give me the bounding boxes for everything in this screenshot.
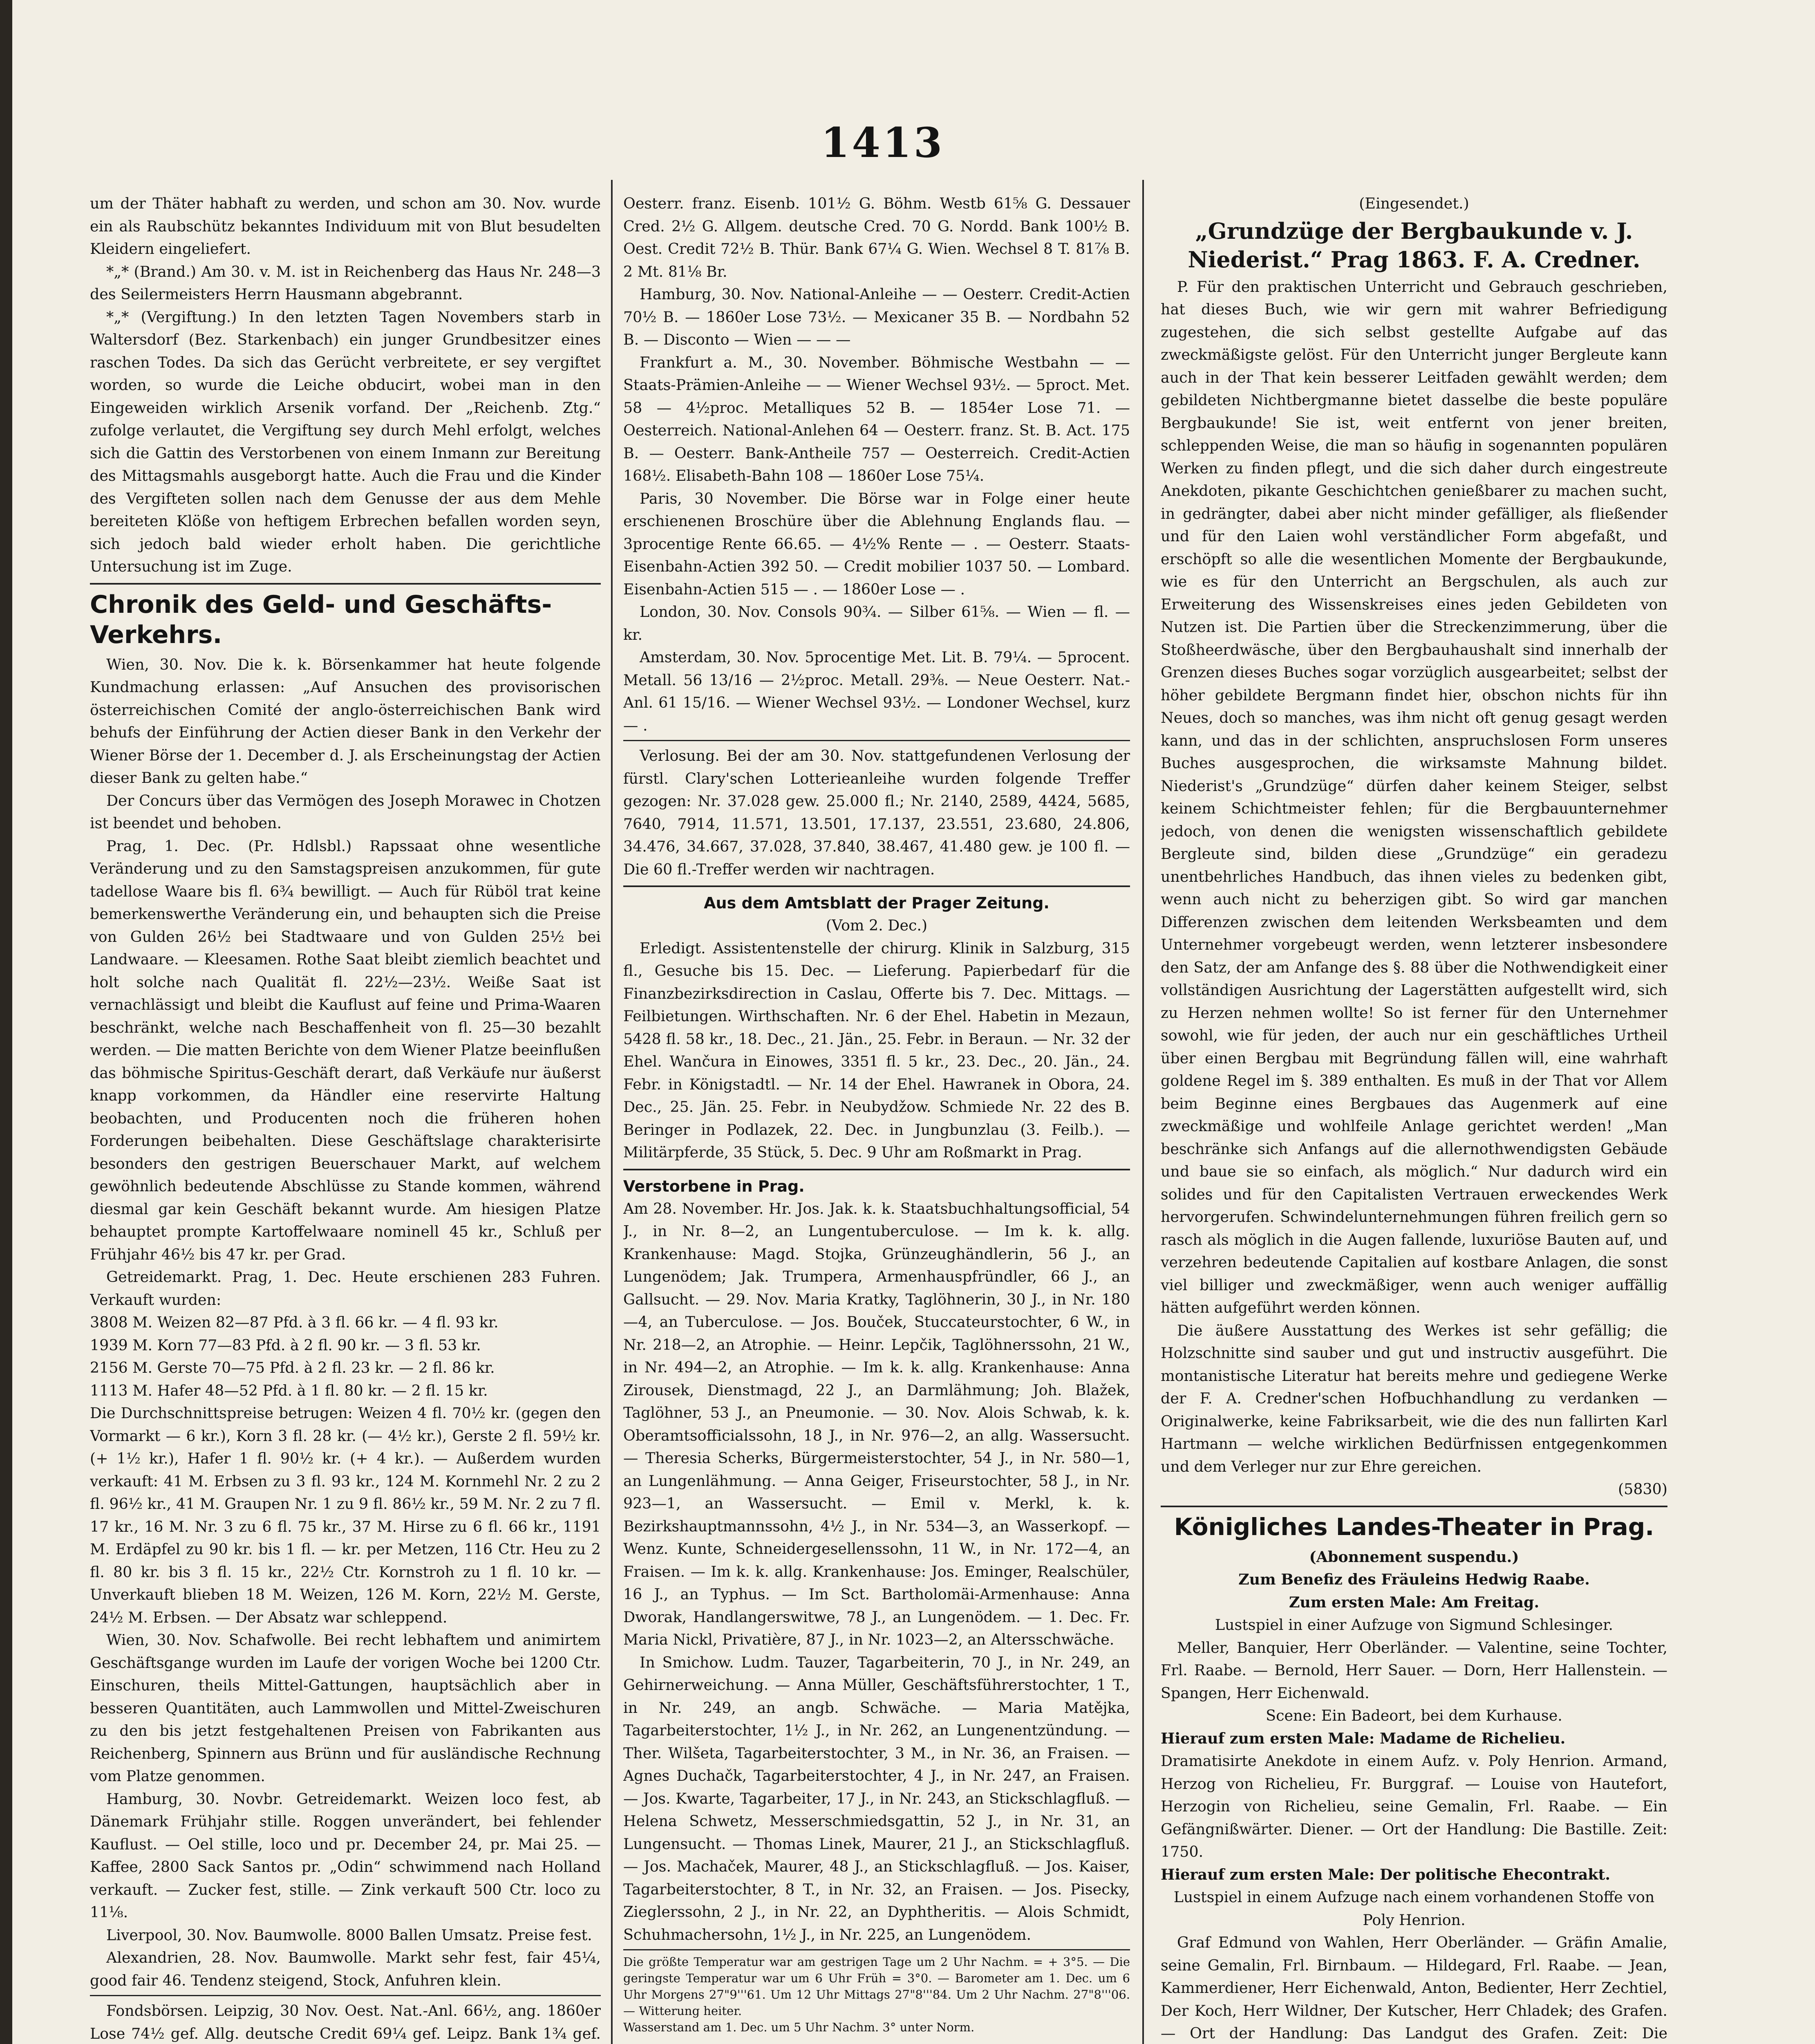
paragraph-frankfurt: Frankfurt a. M., 30. November. Böhmische Westbahn — — Staats-Prämien-Anleihe — — Wiener Wechsel 93½. — 5proct. Met. 58 — 4½proc. Metalliques 52 B. — 1854er Lose 71. — Oesterreich. National-Anlehen 64 — Oesterr. franz. St. B. Act. 175 B. — Oesterr. Bank-Antheile 757 — Oesterreich. Credit-Actien 168½. Elisabeth-Bahn 108 — 1860er Lose 75¼. <box>623 353 1130 484</box>
paragraph-robbery-report: um der Thäter habhaft zu werden, und schon am 30. Nov. wurde ein als Raubschütz bekanntes Individuum mit von Blut besudelten Kleidern eingeliefert. <box>90 195 601 258</box>
first-play-intro: Lustspiel in einer Aufzuge von Sigmund Schlesinger. <box>1215 1616 1614 1634</box>
paragraph-concurs: Der Concurs über das Vermögen des Joseph Morawec in Chotzen ist beendet und behoben. <box>90 791 601 832</box>
water-level: Wasserstand am 1. Dec. um 5 Uhr Nachm. 3° unter Norm. <box>623 2020 975 2034</box>
paragraph-fire-report: *„* (Brand.) Am 30. v. M. ist in Reichenberg das Haus Nr. 248—3 des Seilermeisters Herrn Hausmann abgebrannt. <box>90 262 601 303</box>
section-divider <box>90 583 601 585</box>
first-play-title: Zum ersten Male: Am Freitag. <box>1289 1593 1540 1611</box>
amtsblatt-date: (Vom 2. Dec.) <box>826 917 928 934</box>
paragraph-amsterdam: Amsterdam, 30. Nov. 5procentige Met. Lit. B. 79¼. — 5procent. Metall. 56 13/16 — 2½proc. Metall. 29⅜. — Neue Oesterr. Nat.-Anl. 61 15/16. — Wiener Wechsel 93½. — Londoner Wechsel, kurz — . <box>623 648 1130 734</box>
page-number: 1413 <box>821 119 945 167</box>
paragraph-book-review: P. Für den praktischen Unterricht und Gebrauch geschrieben, hat dieses Buch, wie wir gern mit wahrer Befriedigung zugestehen, die sich selbst gestellte Aufgabe auf das zweckmäßigste gelöst. Für den Unterricht junger Bergleute kann auch in der That kein besserer Leitfaden gewählt werden; dem gebildeten Nichtbergmanne bietet dasselbe die beste populäre Bergbaukunde! Sie ist, weit entfernt von jener breiten, schleppenden Weise, die man so häufig in sogenannten populären Werken zu finden pflegt, und die sich daher durch eingestreute Anekdoten, pikante Geschichtchen genießbarer zu machen sucht, in gedrängter, dabei aber nicht minder gefälliger, als fließender und für den Laien wohl verständlicher Form abgefaßt, und erschöpft so alle die wesentlichen Momente der Bergbaukunde, wie es für den Unterricht an Bergschulen, als auch zur Erweiterung des Wissenskreises eines jeden Gebildeten von Nutzen ist. Die Partien über die Streckenzimmerung, über die Stoßheerdwäsche, über den Bergbauhaushalt sind innerhalb der Grenzen dieses Buches sogar vorzüglich ausgearbeitet; selbst der höher gebildete Bergmann findet hier, obschon nichts für ihn Neues, doch so manches, was ihm nicht oft genug gesagt werden kann, und das in der schlichten, anspruchslosen Form unseres Buches ausgesprochen, die wirksamste Mahnung bildet. Niederist's „Grundzüge“ dürfen daher keinem Steiger, selbst keinem Schichtmeister fehlen; für die Bergbauunternehmer jedoch, von denen die wenigsten wissenschaftlich gebildete Bergleute sind, bilden diese „Grundzüge“ ein geradezu unentbehrliches Handbuch, das ihnen vieles zu bedenken gibt, wenn auch nicht zu beherzigen gibt. So wird gar manchen Differenzen zwischen dem leitenden Werksbeamten und dem Unternehmer vorgebeugt werden, wenn letzterer insbesondere den Satz, der am Anfange des §. 88 über die Nothwendigkeit einer vollständigen Ausrichtung der Lagerstätten aufgestellt wird, sich zu Herzen nehmen wollte! So ist ferner für den Unternehmer sowohl, wie für jeden, der auch nur ein geschäftliches Urtheil über einen Bergbau mit Begründung fällen will, eine wahrhaft goldene Regel im §. 389 enthalten. Es muß in der That vor Allem beim Beginne eines Bergbaues das Augenmerk auf eine zweckmäßige und wohlfeile Anlage gerichtet werden! „Man beschränke sich Anfangs auf die allernothwendigsten Gebäude und baue sie so einfach, als möglich.“ Nur dadurch wird ein solides und für den Capitalisten Vertrauen erweckendes Werk hervorgerufen. Schwindelunternehmungen führen freilich gern so rasch als möglich in die Augen fallende, luxuriöse Bauten auf, und verzehren bedeutende Capitalien auf kostbare Anlagen, die sonst viel billiger und zweckmäßiger, wenn auch weniger auffällig hätten aufgeführt werden können. <box>1161 278 1667 1316</box>
third-play-cast: Graf Edmund von Wahlen, Herr Oberländer. — Gräfin Amalie, seine Gemalin, Frl. Birnbaum. — Hildegard, Frl. Raabe. — Jean, Kammerdiener, Herr Eichenwald, Anton, Bedienter, Herr Zechtiel, Der Koch, Herr Wildner, Der Kutscher, Herr Chladek; des Grafen. — Ort der Handlung: Das Landgut des Grafen. Zeit: Die <box>1161 1934 1667 2042</box>
third-play-title: Hierauf zum ersten Male: Der politische Ehecontrakt. <box>1161 1865 1610 1883</box>
section-divider <box>623 1169 1130 1170</box>
paragraph-durchschnittspreise: Die Durchschnittspreise betrugen: Weizen 4 fl. 70½ kr. (gegen den Vormarkt — 6 kr.), Korn 3 fl. 28 kr. (— 4½ kr.), Gerste 2 fl. 59½ kr. (+ 1½ kr.), Hafer 1 fl. 90½ kr. (+ 4 kr.). — Außerdem wurden verkauft: 41 M. Erbsen zu 3 fl. 93 kr., 124 M. Kornmehl Nr. 2 zu 2 fl. 96½ kr., 41 M. Graupen Nr. 1 zu 9 fl. 86½ kr., 59 M. Nr. 2 zu 7 fl. 17 kr., 16 M. Nr. 3 zu 6 fl. 75 kr., 37 M. Hirse zu 6 fl. 66 kr., 1191 M. Erdäpfel zu 90 kr. bis 1 fl. — kr. per Metzen, 116 Ctr. Heu zu 2 fl. 80 kr. bis 3 fl. 15 kr., 22½ Ctr. Kornstroh zu 1 fl. 10 kr. — Unverkauft blieben 18 M. Weizen, 126 M. Korn, 22½ M. Gerste, 24½ M. Erbsen. — Der Absatz war schleppend. <box>90 1404 601 1626</box>
grain-row: 1113 M. Hafer 48—52 Pfd. à 1 fl. 80 kr. — 2 fl. 15 kr. <box>90 1381 488 1399</box>
column-rule-2 <box>1142 180 1144 2044</box>
eingesendet-label: (Eingesendet.) <box>1359 195 1469 212</box>
paragraph-amtsblatt: Erledigt. Assistentenstelle der chirurg. Klinik in Salzburg, 315 fl., Gesuche bis 15. Dec. — Lieferung. Papierbedarf für die Finanzbezirksdirection in Caslau, Offerte bis 7. Dec. Mittags. — Feilbietungen. Wirthschaften. Nr. 6 der Ehel. Habetin in Mezaun, 5428 fl. 58 kr., 18. Dec., 21. Jän., 25. Febr. in Beraun. — Nr. 32 der Ehel. Wančura in Einowes, 3351 fl. 5 kr., 23. Dec., 20. Jän., 24. Febr. in Königstadtl. — Nr. 14 der Ehel. Hawranek in Obora, 24. Dec., 25. Jän. 25. Febr. in Neubydžow. Schmiede Nr. 22 des B. Beringer in Podlazek, 22. Dec. in Jungbunzlau (3. Feilb.). — Militärpferde, 35 Stück, 5. Dec. 9 Uhr am Roßmarkt in Prag. <box>623 939 1130 1161</box>
second-play-text: Dramatisirte Anekdote in einem Aufz. v. Poly Henrion. Armand, Herzog von Richelieu, Fr. Burggraf. — Louise von Hautefort, Herzogin von Richelieu, seine Gemalin, Frl. Raabe. — Ein Gefängnißwärter. Diener. — Ort der Handlung: Die Bastille. Zeit: 1750. <box>1161 1752 1667 1860</box>
first-play-scene: Scene: Ein Badeort, bei dem Kurhause. <box>1266 1707 1562 1724</box>
paragraph-wien-boerse: Wien, 30. Nov. Die k. k. Börsenkammer hat heute folgende Kundmachung erlassen: „Auf Ansuchen des provisorischen österreichischen Comité der anglo-österreichischen Bank wird behufs der Einführung der Actien dieser Bank in den Verkehr der Wiener Börse der 1. December d. J. als Erscheinungstag der Actien dieser Bank zu gelten habe.“ <box>90 655 601 787</box>
column-left <box>90 192 601 2044</box>
column-right <box>1161 192 1667 2044</box>
paragraph-poisoning-report: *„* (Vergiftung.) In den letzten Tagen Novembers starb in Waltersdorf (Bez. Starkenbach) ein junger Grundbesitzer eines raschen Todes. Da sich das Gerücht verbreitete, er sey vergiftet worden, so wurde die Leiche obducirt, wobei man in den Eingeweiden wirklich Arsenik vorfand. Der „Reichenb. Ztg.“ zufolge verlautet, die Vergiftung sey durch Mehl erfolgt, welches sich die Gattin des Verstorbenen von einem Inmann zur Bereitung des Mittagsmahls ausgeborgt hatte. Auch die Frau und die Kinder des Vergifteten sollen nach dem Genusse der aus dem Mehle bereiteten Klöße von heftigem Erbrechen befallen worden seyn, sich jedoch bald wieder erholt haben. Die gerichtliche Untersuchung ist im Zuge. <box>90 308 601 575</box>
book-review-title: „Grundzüge der Bergbaukunde v. J. Niederist.“ Prag 1863. F. A. Credner. <box>1188 217 1640 273</box>
book-review-ref: (5830) <box>1618 1480 1667 1498</box>
paragraph-hamburg: Hamburg, 30. Novbr. Getreidemarkt. Weizen loco fest, ab Dänemark Frühjahr stille. Roggen unverändert, bei fehlender Kauflust. — Oel stille, loco und pr. December 24, pr. Mai 25. — Kaffee, 2800 Sack Santos pr. „Odin“ schwimmend nach Holland verkauft. — Zucker fest, stille. — Zink verkauft 500 Ctr. loco zu 11⅛. <box>90 1790 601 1921</box>
paragraph-leipzig-cont: Oesterr. franz. Eisenb. 101½ G. Böhm. Westb 61⅝ G. Dessauer Cred. 2½ G. Allgem. deutsche Cred. 70 G. Nordd. Bank 100½ B. Oest. Credit 72½ B. Thür. Bank 67¼ G. Wien. Wechsel 8 T. 81⅞ B. 2 Mt. 81⅛ Br. <box>623 195 1130 280</box>
paragraph-hamburg-fonds: Hamburg, 30. Nov. National-Anleihe — — Oesterr. Credit-Actien 70½ B. — 1860er Lose 73½. — Mexicaner 35 B. — Nordbahn 52 B. — Disconto — Wien — — — <box>623 285 1130 348</box>
paragraph-london: London, 30. Nov. Consols 90¾. — Silber 61⅝. — Wien — fl. — kr. <box>623 603 1130 643</box>
section-divider <box>623 740 1130 741</box>
section-divider <box>1161 1506 1667 1507</box>
paragraph-alexandrien: Alexandrien, 28. Nov. Baumwolle. Markt sehr fest, fair 45¼, good fair 46. Tendenz steigend, Stock, Anfuhren klein. <box>90 1949 601 1989</box>
paragraph-verstorbene: Am 28. November. Hr. Jos. Jak. k. k. Staatsbuchhaltungsofficial, 54 J., in Nr. 8—2, an Lungentuberculose. — Im k. k. allg. Krankenhause: Magd. Stojka, Grünzeughändlerin, 56 J., an Lungenödem; Jak. Trumpera, Armenhauspfründler, 66 J., an Gallsucht. — 29. Nov. Maria Kratky, Taglöhnerin, 30 J., in Nr. 180—4, an Tuberculose. — Jos. Bouček, Stuccateurstochter, 6 W., in Nr. 218—2, an Atrophie. — Heinr. Lepčik, Taglöhnerssohn, 21 W., in Nr. 494—2, an Atrophie. — Im k. k. allg. Krankenhause: Anna Zirousek, Dienstmagd, 22 J., an Darmlähmung; Joh. Blažek, Taglöhner, 53 J., an Pneumonie. — 30. Nov. Alois Schwab, k. k. Oberamtsofficialssohn, 18 J., in Nr. 976—2, an allg. Wassersucht. — Theresia Scherks, Bürgermeisterstochter, 54 J., in Nr. 580—1, an Lungenlähmung. — Anna Geiger, Friseurstochter, 58 J., in Nr. 923—1, an Wassersucht. — Emil v. Merkl, k. k. Bezirkshauptmannssohn, 4½ J., in Nr. 534—3, an Wasserkopf. — Wenz. Kunte, Schneidergesellenssohn, 11 W., in Nr. 172—4, an Fraisen. — Im k. k. allg. Krankenhause: Jos. Eminger, Realschüler, 16 J., an Typhus. — Im Sct. Bartholomäi-Armenhause: Anna Dworak, Handlangerswitwe, 78 J., an Lungenödem. — 1. Dec. Fr. Maria Nickl, Privatière, 87 J., in Nr. 1023—2, an Altersschwäche. <box>623 1199 1130 1648</box>
section-divider <box>623 885 1130 887</box>
abonnement-note: (Abonnement suspendu.) <box>1309 1548 1519 1566</box>
binding-edge <box>0 0 12 2044</box>
amtsblatt-heading: Aus dem Amtsblatt der Prager Zeitung. <box>704 894 1050 912</box>
theatre-heading: Königliches Landes-Theater in Prag. <box>1174 1513 1654 1541</box>
first-play-cast: Meller, Banquier, Herr Oberländer. — Valentine, seine Tochter, Frl. Raabe. — Bernold, Herr Sauer. — Dorn, Herr Hallenstein. — Spangen, Herr Eichenwald. <box>1161 1638 1667 1702</box>
chronik-heading: Chronik des Geld- und Geschäfts-Verkehrs. <box>90 590 552 649</box>
benefiz-line: Zum Benefiz des Fräuleins Hedwig Raabe. <box>1238 1571 1590 1588</box>
paragraph-getreidemarkt: Getreidemarkt. Prag, 1. Dec. Heute erschienen 283 Fuhren. Verkauft wurden: <box>90 1268 601 1309</box>
weather-report: Die größte Temperatur war am gestrigen Tage um 2 Uhr Nachm. = + 3°5. — Die geringste Temperatur war um 6 Uhr Früh = 3°0. — Barometer am 1. Dec. um 6 Uhr Morgens 27"9'''61. Um 12 Uhr Mittags 27"8'''84. Um 2 Uhr Nachm. 27"8'''06. — Witterung heiter. <box>623 1955 1130 2018</box>
column-rule-1 <box>611 180 613 2044</box>
column-middle <box>623 192 1130 2044</box>
paragraph-book-review-2: Die äußere Ausstattung des Werkes ist sehr gefällig; die Holzschnitte sind sauber und gut und instructiv ausgeführt. Die montanistische Literatur hat bereits mehre und gediegene Werke der F. A. Credner'schen Hofbuchhandlung zu verdanken — Originalwerke, keine Fabriksarbeit, wie die des nun fallirten Karl Hartmann — welche wirklichen Bedürfnissen entgegenkommen und dem Verleger nur zur Ehre gereichen. <box>1161 1321 1667 1475</box>
paragraph-liverpool: Liverpool, 30. Nov. Baumwolle. 8000 Ballen Umsatz. Preise fest. <box>106 1926 592 1944</box>
grain-row: 1939 M. Korn 77—83 Pfd. à 2 fl. 90 kr. — 3 fl. 53 kr. <box>90 1336 481 1354</box>
verstorbene-heading: Verstorbene in Prag. <box>623 1177 805 1195</box>
paragraph-fondsboersen: Fondsbörsen. Leipzig, 30 Nov. Oest. Nat.-Anl. 66½, ang. 1860er Lose 74½ gef. Allg. deutsche Credit 69¼ gef. Leipz. Bank 1¾ gef. <box>90 2002 601 2042</box>
grain-row: 3808 M. Weizen 82—87 Pfd. à 3 fl. 66 kr. — 4 fl. 93 kr. <box>90 1313 499 1331</box>
second-play-title: Hierauf zum ersten Male: Madame de Richelieu. <box>1161 1729 1566 1747</box>
paragraph-verlosung: Verlosung. Bei der am 30. Nov. stattgefundenen Verlosung der fürstl. Clary'schen Lotterieanleihe wurden folgende Treffer gezogen: Nr. 37.028 gew. 25.000 fl.; Nr. 2140, 2589, 4424, 5685, 7640, 7914, 11.571, 13.501, 17.137, 23.551, 23.680, 24.806, 34.476, 34.667, 37.028, 37.840, 38.467, 41.480 gew. je 100 fl. — Die 60 fl.-Treffer werden wir nachtragen. <box>623 747 1130 878</box>
third-play-intro: Lustspiel in einem Aufzuge nach einem vorhandenen Stoffe von Poly Henrion. <box>1173 1888 1655 1929</box>
section-divider <box>623 1949 1130 1950</box>
paragraph-paris: Paris, 30 November. Die Börse war in Folge einer heute erschienenen Broschüre über die Ablehnung Englands flau. — 3procentige Rente 66.65. — 4½% Rente — . — Oesterr. Staats-Eisenbahn-Actien 392 50. — Credit mobilier 1037 50. — Lombard. Eisenbahn-Actien 515 — . — 1860er Lose — . <box>623 489 1130 598</box>
paragraph-prag-market: Prag, 1. Dec. (Pr. Hdlsbl.) Rapssaat ohne wesentliche Veränderung und zu den Samstagspreisen anzukommen, für gute tadellose Waare bis fl. 6¾ bewilligt. — Auch für Rüböl trat keine bemerkenswerthe Veränderung ein, und behaupten sich die Preise von Gulden 26½ bei Stadtwaare und von Gulden 25½ bei Landwaare. — Kleesamen. Rothe Saat bleibt ziemlich beachtet und holt solche nach Qualität fl. 22½—23½. Weiße Saat ist vernachlässigt und bleibt die Kauflust auf feine und Prima-Waaren beschränkt, welche nach Beschaffenheit von fl. 25—30 bezahlt werden. — Die matten Berichte von dem Wiener Platze beeinflußen das böhmische Spiritus-Geschäft derart, daß Verkäufe nur äußerst knapp vorkommen, da Händler eine reservirte Haltung beobachten, und Producenten noch die früheren hohen Forderungen beibehalten. Diese Geschäftslage charakterisirte besonders den gestrigen Beuerschauer Markt, auf welchem gewöhnlich bedeutende Abschlüsse zu Stande kommen, während diesmal gar kein Geschäft bekannt wurde. Am hiesigen Platze behauptet prompte Kartoffelwaare nominell 45 kr., Schluß per Frühjahr 46½ bis 47 kr. per Grad. <box>90 837 601 1263</box>
paragraph-smichow: In Smichow. Ludm. Tauzer, Tagarbeiterin, 70 J., in Nr. 249, an Gehirnerweichung. — Anna Müller, Geschäftsführerstochter, 1 T., in Nr. 249, an angb. Schwäche. — Maria Matějka, Tagarbeiterstochter, 1½ J., in Nr. 262, an Lungenentzündung. — Ther. Wilšeta, Tagarbeiterstochter, 3 M., in Nr. 36, an Fraisen. — Agnes Duchačk, Tagarbeiterstochter, 4 J., in Nr. 247, an Fraisen. — Jos. Kwarte, Tagarbeiter, 17 J., in Nr. 243, an Stickschlagfluß. — Helena Schwetz, Messerschmiedsgattin, 52 J., in Nr. 31, an Lungensucht. — Thomas Linek, Maurer, 21 J., an Stickschlagfluß. — Jos. Machaček, Maurer, 48 J., an Stickschlagfluß. — Jos. Kaiser, Tagarbeiterstochter, 8 T., in Nr. 32, an Fraisen. — Jos. Pisecky, Zieglerssohn, 2 J., in Nr. 22, an Dyphtheritis. — Alois Schmidt, Schuhmachersohn, 1½ J., in Nr. 225, an Lungenödem. <box>623 1653 1130 1943</box>
section-divider <box>90 1995 601 1996</box>
paragraph-wien-schafwolle: Wien, 30. Nov. Schafwolle. Bei recht lebhaftem und animirtem Geschäftsgange wurden im Laufe der vorigen Woche bei 1200 Ctr. Einschuren, theils Mittel-Gattungen, hauptsächlich aber in besseren Quantitäten, auch Lammwollen und Mittel-Zweischuren zu den bis jetzt festgehaltenen Preisen von Fabrikanten aus Reichenberg, Spinnern aus Brünn und für ausländische Rechnung vom Platze genommen. <box>90 1631 601 1785</box>
grain-row: 2156 M. Gerste 70—75 Pfd. à 2 fl. 23 kr. — 2 fl. 86 kr. <box>90 1359 495 1376</box>
